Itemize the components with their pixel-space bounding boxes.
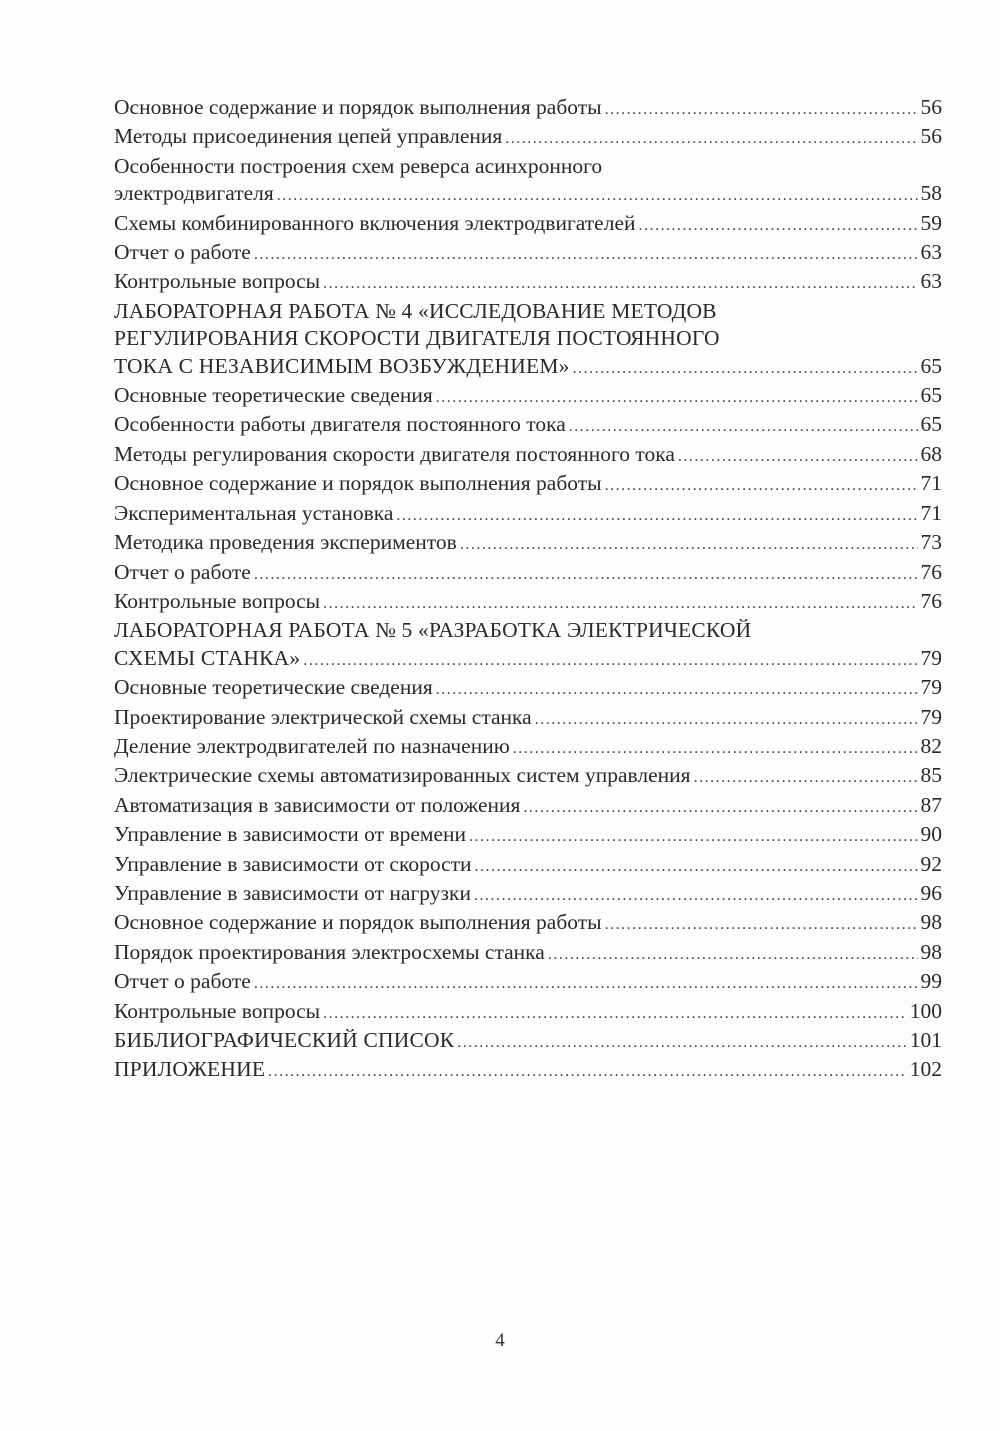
toc-entry	[114, 239, 942, 268]
toc-entry	[114, 968, 942, 997]
toc-entry-title: Методы присоединения цепей управления	[114, 124, 503, 149]
toc-leader-dots	[605, 96, 918, 123]
toc-entry-page: 59	[920, 210, 942, 235]
toc-leader-dots	[569, 413, 918, 440]
toc-entry-page: 98	[920, 910, 942, 935]
toc-entry	[114, 674, 942, 703]
toc-entry	[114, 210, 942, 239]
toc-leader-dots	[523, 794, 917, 821]
toc-entry	[114, 851, 942, 880]
toc-entry	[114, 588, 942, 617]
toc-entry-page: 65	[920, 412, 942, 437]
toc-entry	[114, 94, 942, 123]
toc-leader-dots	[268, 1058, 907, 1085]
toc-section-heading	[114, 645, 942, 674]
toc-leader-dots	[548, 941, 918, 968]
toc-entry-title: Отчет о работе	[114, 559, 251, 584]
toc-entry	[114, 880, 942, 909]
toc-section-heading	[114, 298, 942, 325]
toc-entry	[114, 268, 942, 297]
toc-entry-page: 100	[909, 998, 942, 1023]
toc-entry-title: Особенности работы двигателя постоянного тока	[114, 412, 566, 437]
toc-section-heading	[114, 617, 942, 644]
toc-entry-page: 65	[920, 383, 942, 408]
toc-leader-dots	[277, 182, 918, 209]
toc-entry	[114, 123, 942, 152]
toc-leader-dots	[605, 911, 918, 938]
toc-leader-dots	[513, 735, 918, 762]
toc-entry	[114, 411, 942, 440]
toc-entry-title: ЛАБОРАТОРНАЯ РАБОТА № 5 «РАЗРАБОТКА ЭЛЕКТРИЧЕСКОЙ	[114, 618, 752, 643]
toc-entry-title: Основные теоретические сведения	[114, 383, 433, 408]
toc-entry-title: Основное содержание и порядок выполнения работы	[114, 910, 602, 935]
toc-entry-page: 71	[920, 471, 942, 496]
toc-entry-title: ПРИЛОЖЕНИЕ	[114, 1057, 266, 1082]
toc-leader-dots	[323, 270, 917, 297]
toc-entry-page: 101	[909, 1028, 942, 1052]
toc-section-heading	[114, 325, 942, 352]
toc-entry	[114, 792, 942, 821]
toc-leader-dots	[460, 531, 918, 558]
toc-entry-title: Основные теоретические сведения	[114, 675, 433, 700]
toc-leader-dots	[573, 355, 918, 382]
toc-entry-title: Схемы комбинированного включения электродвигателей	[114, 210, 636, 235]
toc-entry-page: 68	[920, 441, 942, 466]
toc-entry-page: 73	[920, 530, 942, 555]
toc-entry-title: Электрические схемы автоматизированных систем управления	[114, 763, 691, 788]
toc-leader-dots	[474, 882, 918, 909]
toc-entry-page: 63	[920, 269, 942, 294]
toc-entry-title: электродвигателя	[114, 181, 274, 206]
toc-entry-page: 79	[920, 675, 942, 700]
toc-entry	[114, 909, 942, 938]
toc-leader-dots	[475, 853, 918, 880]
toc-entry-page: 79	[920, 645, 942, 670]
toc-leader-dots	[323, 590, 917, 617]
toc-entry	[114, 529, 942, 558]
toc-leader-dots	[639, 212, 918, 239]
toc-entry	[114, 470, 942, 499]
toc-entry-title: Проектирование электрической схемы станка	[114, 704, 532, 729]
toc-leader-dots	[469, 823, 917, 850]
toc-entry-title: Порядок проектирования электросхемы станка	[114, 939, 545, 964]
page-number: 4	[495, 1330, 505, 1351]
toc-entry-title: Автоматизация в зависимости от положения	[114, 792, 521, 817]
toc-entry-title: Отчет о работе	[114, 969, 251, 994]
toc-entry-page: 71	[920, 500, 942, 525]
toc-entry-title: Основное содержание и порядок выполнения работы	[114, 471, 602, 496]
toc-leader-dots	[254, 241, 918, 268]
toc-entry-page: 87	[920, 792, 942, 817]
toc-entry-title: Особенности построения схем реверса асинхронного	[114, 153, 603, 178]
toc-entry-page: 65	[920, 353, 942, 378]
toc-entry-page: 102	[909, 1057, 942, 1082]
toc-entry-page: 56	[920, 95, 942, 119]
toc-leader-dots	[303, 647, 917, 674]
toc-entry-title: Контрольные вопросы	[114, 588, 321, 613]
toc-section-heading	[114, 353, 942, 382]
toc-leader-dots	[505, 125, 917, 152]
toc-entry-title: Управление в зависимости от времени	[114, 822, 467, 847]
toc-leader-dots	[457, 1029, 906, 1056]
toc-entry-title: БИБЛИОГРАФИЧЕСКИЙ СПИСОК	[114, 1028, 455, 1052]
toc-leader-dots	[436, 676, 918, 703]
toc-entry-page: 79	[920, 704, 942, 729]
toc-leader-dots	[254, 561, 918, 588]
toc-entry	[114, 180, 942, 209]
toc-entry-page: 90	[920, 822, 942, 847]
toc-entry-title: Контрольные вопросы	[114, 269, 321, 294]
toc-entry-title: Управление в зависимости от нагрузки	[114, 880, 471, 905]
toc-leader-dots	[678, 443, 918, 470]
toc-entry-title: Контрольные вопросы	[114, 998, 321, 1023]
toc-entry	[114, 153, 942, 180]
toc-entry	[114, 939, 942, 968]
toc-entry-page: 98	[920, 939, 942, 964]
toc-leader-dots	[396, 502, 917, 529]
table-of-contents	[114, 94, 942, 1086]
toc-entry-page: 96	[920, 880, 942, 905]
toc-section-heading	[114, 1056, 942, 1085]
toc-entry	[114, 441, 942, 470]
toc-entry	[114, 382, 942, 411]
toc-entry-title: Экспериментальная установка	[114, 500, 394, 525]
toc-entry	[114, 762, 942, 791]
toc-entry-page: 82	[920, 733, 942, 758]
toc-entry	[114, 998, 942, 1027]
toc-entry-title: Управление в зависимости от скорости	[114, 851, 472, 876]
toc-entry-page: 56	[920, 124, 942, 149]
toc-entry	[114, 500, 942, 529]
toc-entry-title: ЛАБОРАТОРНАЯ РАБОТА № 4 «ИССЛЕДОВАНИЕ МЕТОДОВ	[114, 298, 717, 323]
toc-entry-title: РЕГУЛИРОВАНИЯ СКОРОСТИ ДВИГАТЕЛЯ ПОСТОЯННОГО	[114, 326, 720, 351]
toc-entry-title: СХЕМЫ СТАНКА»	[114, 645, 301, 670]
toc-entry-title: Основное содержание и порядок выполнения работы	[114, 95, 602, 119]
toc-leader-dots	[535, 706, 918, 733]
toc-leader-dots	[323, 1000, 907, 1027]
toc-entry-page: 76	[920, 588, 942, 613]
toc-entry-page: 85	[920, 763, 942, 788]
toc-entry-page: 76	[920, 559, 942, 584]
toc-leader-dots	[605, 472, 918, 499]
toc-entry-page: 99	[920, 969, 942, 994]
toc-leader-dots	[694, 764, 918, 791]
toc-entry	[114, 704, 942, 733]
toc-entry-page: 92	[920, 851, 942, 876]
toc-entry-title: Методы регулирования скорости двигателя постоянного тока	[114, 441, 675, 466]
toc-entry-page: 58	[920, 181, 942, 206]
toc-section-heading	[114, 1027, 942, 1056]
toc-entry-title: Методика проведения экспериментов	[114, 530, 457, 555]
toc-entry	[114, 821, 942, 850]
toc-leader-dots	[254, 970, 918, 997]
toc-entry	[114, 559, 942, 588]
toc-entry-title: Отчет о работе	[114, 240, 251, 265]
toc-entry-page: 63	[920, 240, 942, 265]
toc-entry-title: Деление электродвигателей по назначению	[114, 733, 510, 758]
toc-entry-title: ТОКА С НЕЗАВИСИМЫМ ВОЗБУЖДЕНИЕМ»	[114, 353, 570, 378]
toc-entry	[114, 733, 942, 762]
toc-leader-dots	[436, 384, 918, 411]
